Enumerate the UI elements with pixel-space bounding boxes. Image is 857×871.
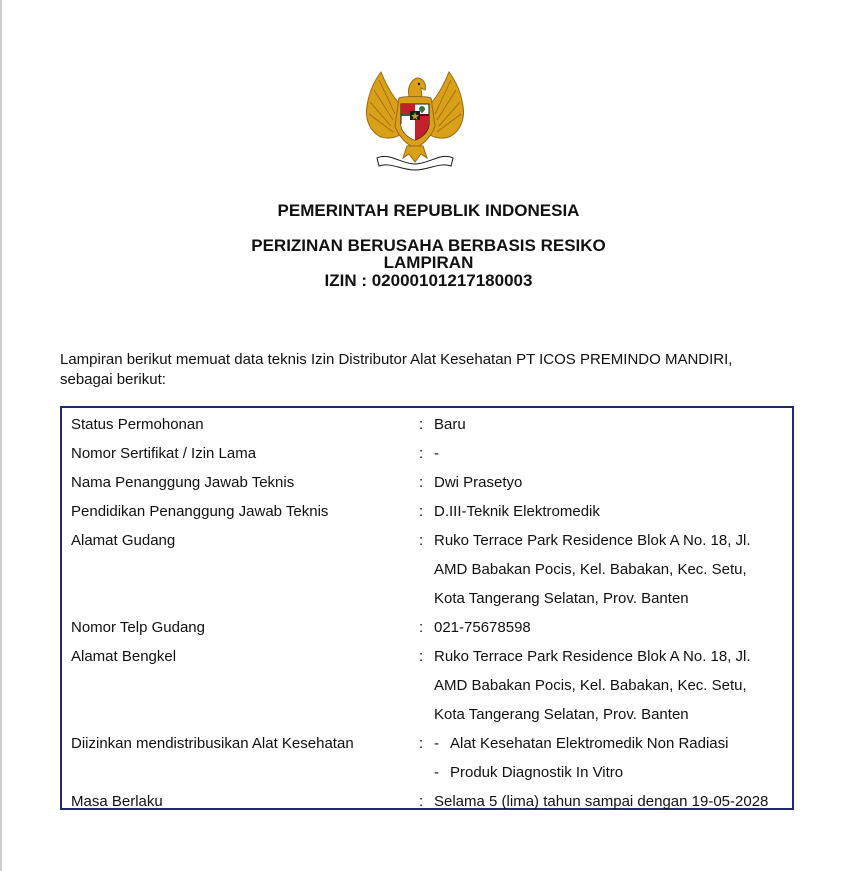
validity-label: Masa Berlaku: [71, 793, 163, 810]
intro-line-2: sebagai berikut:: [60, 371, 166, 388]
row-validity: [62, 787, 792, 816]
row-permitted-devices-cont: [62, 758, 792, 787]
row-status: [62, 410, 792, 439]
warehouse-address-line: AMD Babakan Pocis, Kel. Babakan, Kec. Setu,: [434, 561, 747, 578]
separator: :: [419, 445, 424, 462]
workshop-address-label: Alamat Bengkel: [71, 648, 177, 665]
separator: :: [419, 735, 424, 752]
government-heading: PEMERINTAH REPUBLIK INDONESIA: [277, 201, 580, 220]
garuda-tail: [403, 146, 427, 162]
permit-type-heading: PERIZINAN BERUSAHA BERBASIS RESIKO: [251, 236, 606, 255]
warehouse-phone-value: 021-75678598: [434, 619, 531, 636]
permitted-device-item: Produk Diagnostik In Vitro: [450, 764, 624, 781]
row-warehouse-address: [62, 526, 792, 555]
status-value: Baru: [434, 416, 466, 433]
row-officer-education: [62, 497, 792, 526]
warehouse-address-label: Alamat Gudang: [71, 532, 176, 549]
separator: :: [419, 503, 424, 520]
old-certificate-label: Nomor Sertifikat / Izin Lama: [71, 445, 257, 462]
intro-paragraph: [60, 350, 800, 390]
intro-line-1: Lampiran berikut memuat data teknis Izin Distributor Alat Kesehatan PT ICOS PREMINDO MANDIRI,: [60, 351, 733, 368]
warehouse-address-line: Kota Tangerang Selatan, Prov. Banten: [434, 590, 689, 607]
workshop-address-line: Kota Tangerang Selatan, Prov. Banten: [434, 706, 689, 723]
garuda-emblem: [359, 66, 471, 172]
row-workshop-address: [62, 642, 792, 671]
officer-education-value: D.III-Teknik Elektromedik: [434, 503, 600, 520]
row-workshop-address-cont: [62, 671, 792, 700]
row-warehouse-address-cont: [62, 555, 792, 584]
warehouse-address-line: Ruko Terrace Park Residence Blok A No. 18, Jl.: [434, 532, 751, 549]
workshop-address-line: Ruko Terrace Park Residence Blok A No. 18, Jl.: [434, 648, 751, 665]
technical-officer-label: Nama Penanggung Jawab Teknis: [71, 474, 295, 491]
row-workshop-address-cont: [62, 700, 792, 729]
status-label: Status Permohonan: [71, 416, 204, 433]
separator: :: [419, 474, 424, 491]
permitted-devices-label: Diizinkan mendistribusikan Alat Kesehatan: [71, 735, 354, 752]
separator: :: [419, 532, 424, 549]
technical-data-table: [60, 406, 794, 810]
warehouse-phone-label: Nomor Telp Gudang: [71, 619, 205, 636]
attachment-heading: LAMPIRAN: [383, 253, 474, 272]
bullet: -: [434, 764, 439, 781]
row-technical-officer: [62, 468, 792, 497]
row-warehouse-phone: [62, 613, 792, 642]
permit-number: IZIN : 02000101217180003: [324, 271, 533, 290]
workshop-address-line: AMD Babakan Pocis, Kel. Babakan, Kec. Setu,: [434, 677, 747, 694]
row-old-certificate: [62, 439, 792, 468]
bullet: -: [434, 735, 439, 752]
row-warehouse-address-cont: [62, 584, 792, 613]
separator: :: [419, 416, 424, 433]
separator: :: [419, 648, 424, 665]
validity-value: Selama 5 (lima) tahun sampai dengan 19-05-2028: [434, 793, 769, 810]
technical-officer-value: Dwi Prasetyo: [434, 474, 523, 491]
officer-education-label: Pendidikan Penanggung Jawab Teknis: [71, 503, 329, 520]
old-certificate-value: -: [434, 445, 439, 462]
page-edge: [0, 0, 2, 871]
separator: :: [419, 619, 424, 636]
permitted-device-item: Alat Kesehatan Elektromedik Non Radiasi: [450, 735, 729, 752]
separator: :: [419, 793, 424, 810]
row-permitted-devices: [62, 729, 792, 758]
